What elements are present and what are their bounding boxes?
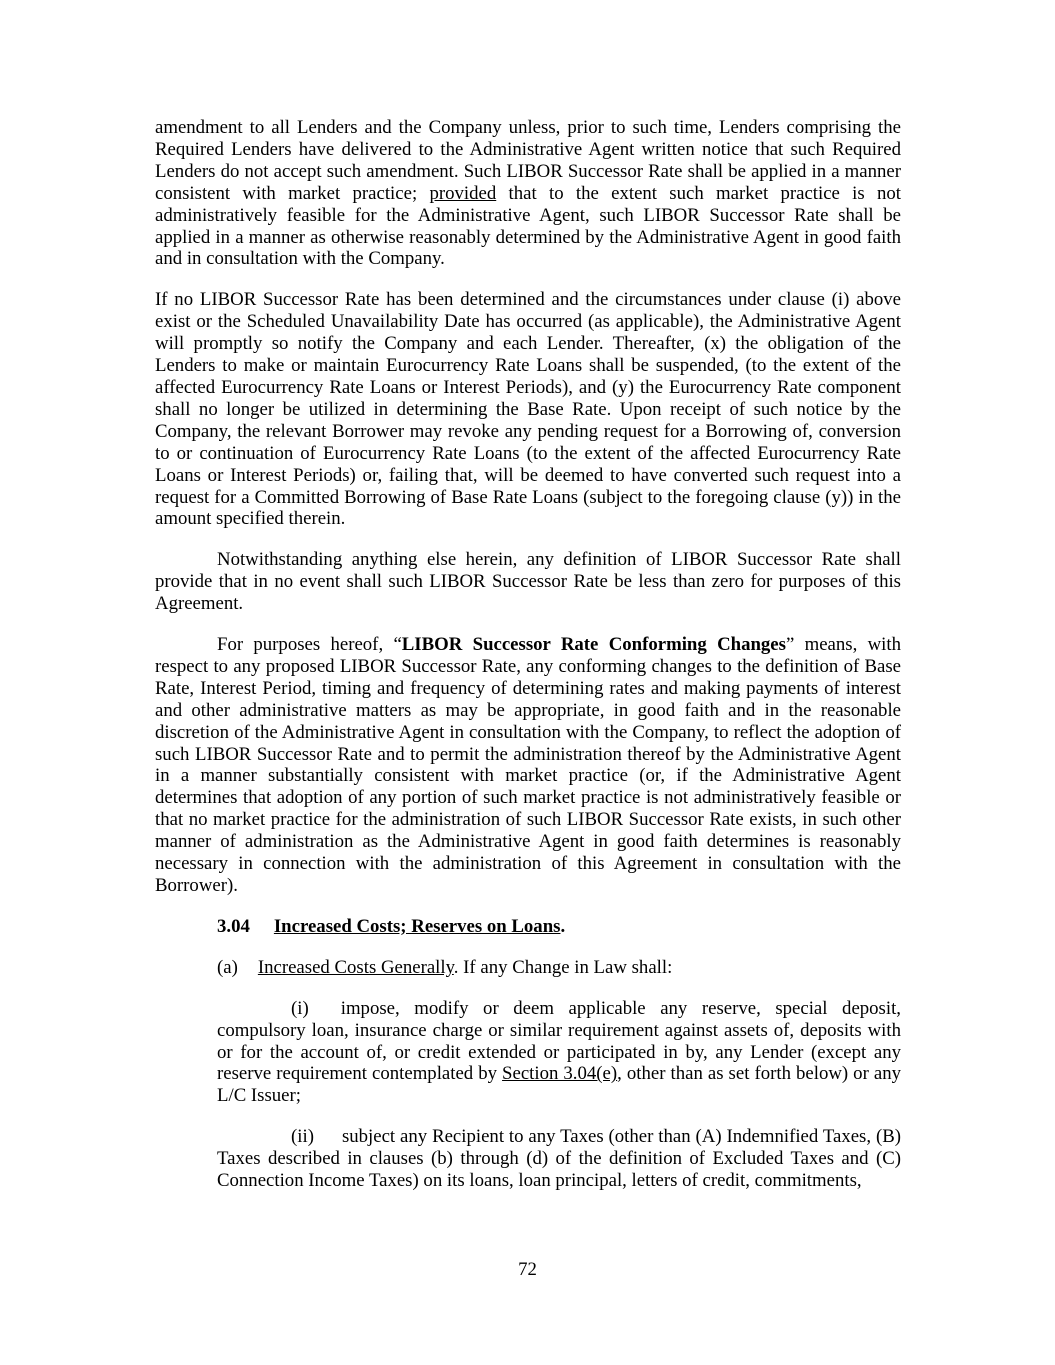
- paragraph-conforming-changes: [155, 634, 901, 897]
- clause-i-marker: (i): [291, 997, 309, 1019]
- clause-a-text: . If any Change in Law shall:: [453, 956, 673, 978]
- p1-underlined-provided: provided: [429, 182, 497, 204]
- p1-text-pre: amendment to all Lenders and the Company unless, prior to such time, Lenders comprising the Required Lenders have delivered to the Administrative Agent written notice that such Required Lenders do not accept such amendment. Such LIBOR Successor Rate shall be applied in a manner consistent with market practice;: [155, 117, 901, 204]
- clause-i-text-pre: impose, modify or deem applicable any reserve, special deposit, compulsory loan, insurance charge or similar requirement against assets of, deposits with or for the account of, or credit extended or participated in by, any Lender (except any reserve requirement contemplated by: [217, 997, 901, 1085]
- clause-i: [217, 998, 901, 1108]
- clause-ii: [217, 1126, 901, 1192]
- paragraph-libor-fallback: [155, 289, 901, 530]
- section-number: 3.04: [217, 915, 250, 937]
- clause-a: [217, 957, 901, 979]
- p1-text-post: that to the extent such market practice is not administratively feasible for the Administrative Agent, such LIBOR Successor Rate shall be applied in a manner as otherwise reasonably determined by the Administrative Agent in good faith and in consultation with the Company.: [155, 182, 901, 270]
- page-number: 72: [518, 1259, 537, 1280]
- clause-ii-text: subject any Recipient to any Taxes (other than (A) Indemnified Taxes, (B) Taxes described in clauses (b) through (d) of the definition of Excluded Taxes and (C) Connection Income Taxes) on its loans, loan principal, letters of credit, commitments,: [217, 1126, 901, 1192]
- p3-text: Notwithstanding anything else herein, any definition of LIBOR Successor Rate shall provide that in no event shall such LIBOR Successor Rate be less than zero for purposes of this Agreement.: [155, 549, 901, 615]
- clause-a-title-underlined: Increased Costs Generally: [257, 956, 454, 978]
- p4-bold-defined-term: LIBOR Successor Rate Conforming Changes: [401, 634, 786, 656]
- p2-text: If no LIBOR Successor Rate has been determined and the circumstances under clause (i) above exist or the Scheduled Unavailability Date has occurred (as applicable), the Administrative Agent will promptly so notify the Company and each Lender. Thereafter, (x) the obligation of the Lenders to make or maintain Eurocurrency Rate Loans shall be suspended, (to the extent of the affected Eurocurrency Rate Loans or Interest Periods), and (y) the Eurocurrency Rate component shall no longer be utilized in determining the Base Rate. Upon receipt of such notice by the Company, the relevant Borrower may revoke any pending request for a Borrowing of, conversion to or continuation of Eurocurrency Rate Loans (to the extent of the affected Eurocurrency Rate Loans or Interest Periods) or, failing that, will be deemed to have converted such request into a request for a Committed Borrowing of Base Rate Loans (subject to the foregoing clause (y)) in the amount specified therein.: [155, 289, 901, 530]
- section-title-period: .: [560, 915, 566, 937]
- paragraph-amendment-continued: [155, 117, 901, 270]
- clause-ii-marker: (ii): [291, 1126, 314, 1148]
- p4-text-post: ” means, with respect to any proposed LIBOR Successor Rate, any conforming changes to the definition of Base Rate, Interest Period, timing and frequency of determining rates and making payments of interest and other administrative matters as may be appropriate, in good faith and in the reasonable discretion of the Administrative Agent in consultation with the Company, to reflect the adoption of such LIBOR Successor Rate and to permit the administration thereof by the Administrative Agent in a manner substantially consistent with market practice (or, if the Administrative Agent determines that adoption of any portion of such market practice is not administratively feasible or that no market practice for the administration of such LIBOR Successor Rate exists, in such other manner of administration as the Administrative Agent in good faith determines is reasonably necessary in connection with the administration of this Agreement in consultation with the Borrower).: [155, 634, 901, 896]
- section-title-underlined: Increased Costs; Reserves on Loans: [273, 915, 561, 937]
- text-block: [155, 117, 901, 1192]
- section-heading-3-04: [217, 916, 901, 938]
- clause-a-marker: (a): [217, 956, 238, 978]
- paragraph-zero-floor: [155, 549, 901, 615]
- clause-i-section-ref-underlined: Section 3.04(e): [502, 1063, 618, 1085]
- clause-i-text-post: , other than as set forth below) or any L/C Issuer;: [217, 1063, 901, 1107]
- p4-text-pre: For purposes hereof, “: [217, 634, 402, 656]
